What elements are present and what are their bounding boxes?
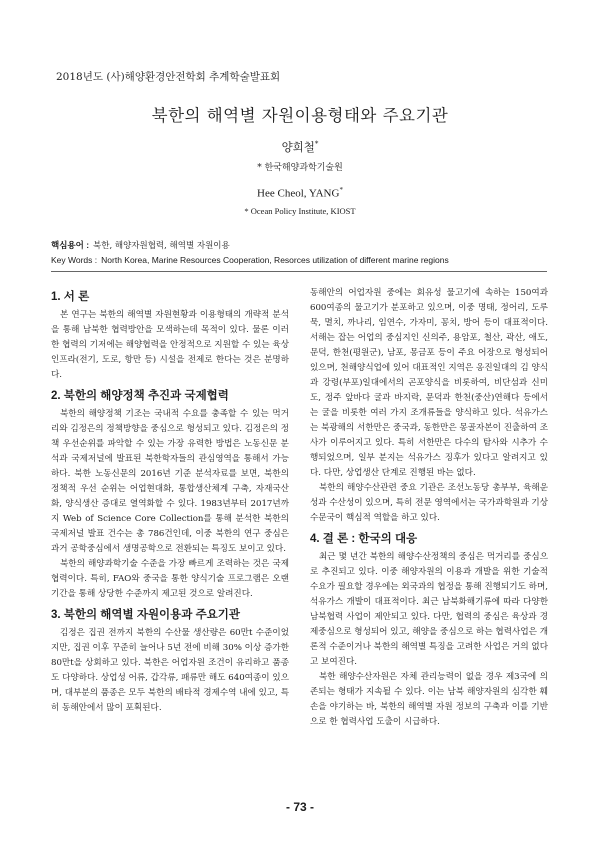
paragraph: 본 연구는 북한의 해역별 자원현황과 이용형태의 개략적 분석을 통해 남북한 협력방안을 모색하는데 목적이 있다. 물론 이러한 협력의 기저에는 해양협력을 안정적으로 지원할 수 있는 육상인프라(전기, 도로, 항만 등) 시설을 전제로 한다는 것은 분명하다.: [51, 310, 289, 380]
left-column: [51, 286, 289, 716]
page-number: - 73 -: [285, 800, 314, 814]
affiliation-korean: * 한국해양과학기술원: [257, 163, 343, 173]
keywords-korean: [51, 239, 230, 251]
section-heading-resources: 3. 북한의 해역별 자원이용과 주요기관: [51, 609, 241, 621]
paragraph: 북한의 해양수산관련 중요 기관은 조선노동당 총부부, 육해운성과 수산성이 있으며, 특히 전문 영역에서는 국가과학원과 기상수문국이 핵심적 역할을 하고 있다.: [310, 483, 548, 523]
keywords-korean-label: 핵심용어 :: [51, 240, 90, 250]
paragraph: 북한의 해양과학기술 수준을 가장 빠르게 조력하는 것은 국제협력이다. 특히, FAO와 중국을 통한 양식기술 프로그램은 오랜 기간을 통해 상당한 수준까지 제고된 것으로 알려진다.: [51, 559, 289, 599]
author-korean: [0, 139, 600, 155]
keywords-english-label: Key Words :: [51, 255, 98, 265]
author-korean-mark: *: [314, 140, 319, 149]
section-heading-policy: 2. 북한의 해양정책 추진과 국제협력: [51, 390, 229, 402]
keywords-korean-text: 북한, 해양자원협력, 해역별 자원이용: [93, 241, 230, 251]
author-korean-name: 양희철: [281, 140, 315, 154]
author-english-name: Hee Cheol, YANG: [257, 187, 340, 200]
paragraph: 북한의 해양정책 기조는 국내적 수요를 충족할 수 있는 먹거리와 김정은의 정책방향을 중심으로 형성되고 있다. 김정은의 정책 우선순위를 파악할 수 있는 가장 유력한 방법은 노동신문 분석과 국제저널에 발표된 북한학자들의 관심영역을 통해서 가능하다. 북한 노동신문의 2016년 기준 분석자료를 보면, 북한의 정책적 우선 순위는 어업현대화, 통합생산체계 구축, 자재국산화, 양식생산 증대로 열역화할 수 있다. 1983년부터 2017년까지 Web of Science Core Collection를 통해 분석한 북한의 국제저널 발표 건수는 총 786건인데, 이중 북한의 연구 중심은 과거 공학중심에서 생명공학으로 전환되는 특징도 보이고 있다.: [51, 409, 289, 554]
section-heading-conclusion: 4. 결 론 : 한국의 대응: [310, 533, 418, 545]
paragraph: 최근 몇 년간 북한의 해양수산정책의 중심은 먹거리를 중심으로 추진되고 있다. 이중 해양자원의 이용과 개발을 위한 기술적 수요가 필요할 경우에는 외국과의 협정을 통해 진행되기도 하며, 석유가스 개발이 대표적이다. 최근 남북화해기류에 따라 다양한 남북협력 사업이 제안되고 있다. 다만, 협력의 중심은 육상과 경제중심으로 형성되어 있고, 해양을 중심으로 하는 협력사업은 개론적 수준이거나 북한의 해역별 특징을 고려한 사업은 거의 없다고 보여진다.: [310, 552, 548, 667]
right-column: [310, 286, 548, 730]
keywords-english: [51, 255, 449, 265]
conference-header: 2018년도 (사)해양환경안전학회 추계학술발표회: [56, 71, 281, 83]
paragraph: 북한 해양수산자원은 자체 관리능력이 없을 경우 제3국에 의존되는 형태가 지속될 수 있다. 이는 남북 해양자원의 심각한 훼손을 야기하는 바, 북한의 해역별 자원 정보의 구축과 이를 기반으로 한 협력사업 도출이 시급하다.: [310, 672, 548, 727]
paragraph-continued: 동해안의 어업자원 중에는 회유성 물고기에 속하는 150여과 600여종의 물고기가 분포하고 있으며, 이중 명태, 정어리, 도루묵, 멸치, 까나리, 임연수, 가자미, 꽁치, 방어 등이 대표적이다. 서해는 잡는 어업의 중심지인 신의주, 용암포, 철산, 곽산, 애도, 문덕, 한천(평원군), 남포, 몽금포 등이 주요 어장으로 형성되어 있으며, 천해양식업에 있어 대표적인 지역은 옹진일대의 김 양식과 강령(부포)일대에서의 곤포양식을 비롯하여, 비단섬과 신미도, 정주 앞바다 굴과 바지락, 문덕과 한천(중산)연해다 등에서는 굴을 비롯한 여러 가지 조개류들을 양식하고 있다. 석유가스는 북광해의 서한만은 중국과, 동한만은 몽골자본이 진출하여 조사가 이루어지고 있다. 특히 서한만은 다수의 탐사와 시추가 수행되었으며, 일부 분지는 석유가스 징후가 있다고 알려지고 있다. 다만, 상업생산 단계로 진행된 바는 없다.: [310, 288, 548, 478]
paper-title: 북한의 해역별 자원이용형태와 주요기관: [151, 106, 449, 125]
divider: [51, 271, 547, 272]
author-english-mark: *: [339, 186, 343, 194]
keywords-english-text: North Korea, Marine Resources Cooperation, Resorces utilization of different marine regions: [101, 255, 449, 265]
paragraph: 김정은 집권 전까지 북한의 수산물 생산량은 60만t 수준이었지만, 집권 이후 꾸준히 늘어나 5년 전에 비해 30% 이상 증가한 80만t을 상회하고 있다. 북한은 어업자원 조건이 유리하고 품종도 다양하다. 상업성 어류, 갑각류, 패류만 해도 640여종이 있으며, 대부분의 품종은 모두 북한의 배타적 경제수역 내에 있고, 특히 동해안에서 많이 포획된다.: [51, 628, 289, 713]
section-heading-introduction: 1. 서 론: [51, 291, 90, 303]
affiliation-english: * Ocean Policy Institute, KIOST: [244, 206, 356, 216]
author-english: [0, 186, 600, 200]
